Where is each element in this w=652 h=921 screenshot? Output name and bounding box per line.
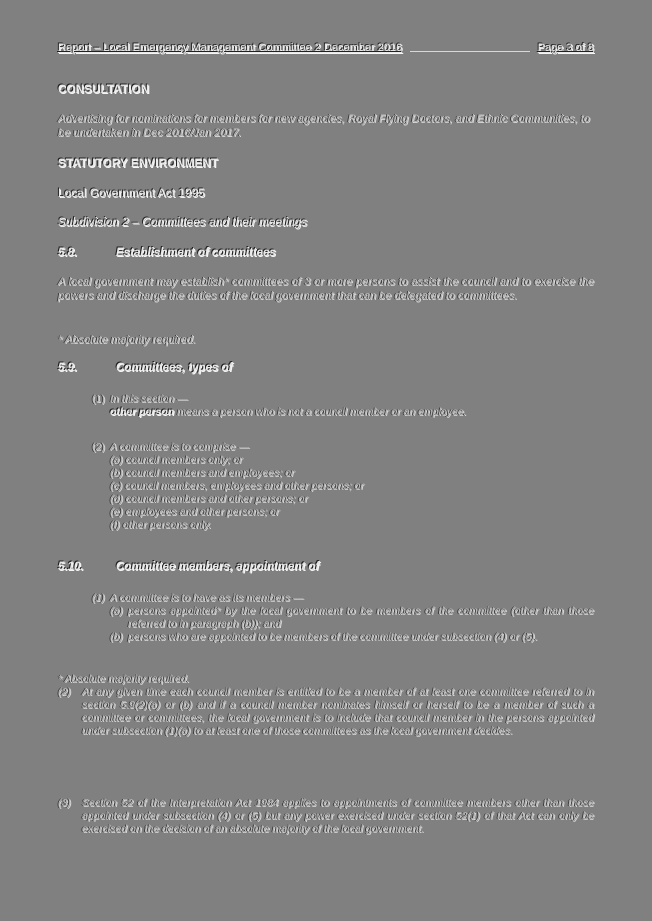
list-item: (f) other persons only. bbox=[110, 519, 212, 531]
section-title: Committees, types of bbox=[116, 362, 233, 374]
section-number: 5.10. bbox=[58, 561, 84, 573]
section-5-9-sub1: (1) In this section — other person means a person who is not a council member or an employee. bbox=[92, 393, 467, 418]
list-item: (c) council members, employees and other persons; or bbox=[110, 480, 364, 492]
list-item: (e) employees and other persons; or bbox=[110, 506, 280, 518]
section-5-8-text: A local government may establish* committees of 3 or more persons to assist the council and to exercise the powers and discharge the duties of the local government that can be delegated to committees. bbox=[58, 276, 594, 302]
list-item: (d) council members and other persons; or bbox=[110, 493, 308, 505]
section-number: 5.9. bbox=[58, 362, 78, 374]
section-5-9-heading bbox=[58, 362, 232, 374]
section-title: Committee members, appointment of bbox=[116, 561, 320, 573]
section-5-9-sub2: (2) A committee is to comprise — (a) council members only; or (b) council members and employees; or (c) council members, employees and other persons; or (d) council members and other persons; or (e) employees and other persons; or (f) other persons only. bbox=[92, 441, 592, 532]
section-5-10-sub3: (3) Section 52 of the Interpretation Act 1984 applies to appointments of committee members other than those appointed under subsection (4) or (5) but any power exercised under section 52(1) of that Act can only be exercised on the decision of an absolute majority of the local government. bbox=[58, 797, 594, 835]
section-number: 5.8. bbox=[58, 247, 78, 259]
report-title: Report – Local Emergency Management Committee 2 December 2016 bbox=[58, 42, 403, 54]
section-5-8-heading bbox=[58, 247, 276, 259]
statutory-heading: STATUTORY ENVIRONMENT bbox=[58, 158, 219, 170]
section-title: Establishment of committees bbox=[116, 247, 276, 259]
consultation-heading: CONSULTATION bbox=[58, 84, 150, 96]
list-item: (a) council members only; or bbox=[110, 454, 243, 466]
list-item: (b) council members and employees; or bbox=[110, 467, 295, 479]
defined-term: other person bbox=[110, 406, 175, 418]
section-5-10-sub1: (1) A committee is to have as its members — (a) persons appointed* by the local government to be members of the committee (other than those referred to in paragraph (b)); and (b) persons who are appointed to be members of the committee under subsection (4) or (5). bbox=[92, 592, 594, 643]
page-header bbox=[58, 40, 594, 56]
section-5-8-note: * Absolute majority required. bbox=[58, 334, 196, 346]
header-rule bbox=[410, 51, 529, 52]
act-title: Local Government Act 1995 bbox=[58, 188, 205, 200]
consultation-text: Advertising for nominations for members for new agencies, Royal Flying Doctors, and Ethnic Communities, to be undertaken in Dec 2016/Jan 2017. bbox=[58, 113, 590, 139]
section-5-10-sub2: (2) At any given time each council member is entitled to be a member of at least one committee referred to in section 5.9(2)(a) or (b) and if a council member nominates himself or herself to be a member of such a committee or committees, the local government is to include that council member in the persons appointed under subsection (1)(a) to at least one of those committees as the local government decides. bbox=[58, 686, 594, 737]
subdivision-title: Subdivision 2 – Committees and their meetings bbox=[58, 217, 308, 229]
section-5-10-heading bbox=[58, 561, 319, 573]
section-5-10-note: * Absolute majority required. bbox=[58, 673, 190, 685]
list-item: persons who are appointed to be members of the committee under subsection (4) or (5). bbox=[128, 631, 538, 643]
list-item: persons appointed* by the local government to be members of the committee (other than those referred to in paragraph (b)); and bbox=[128, 605, 594, 630]
page-number: Page 3 of 8 bbox=[537, 42, 594, 54]
